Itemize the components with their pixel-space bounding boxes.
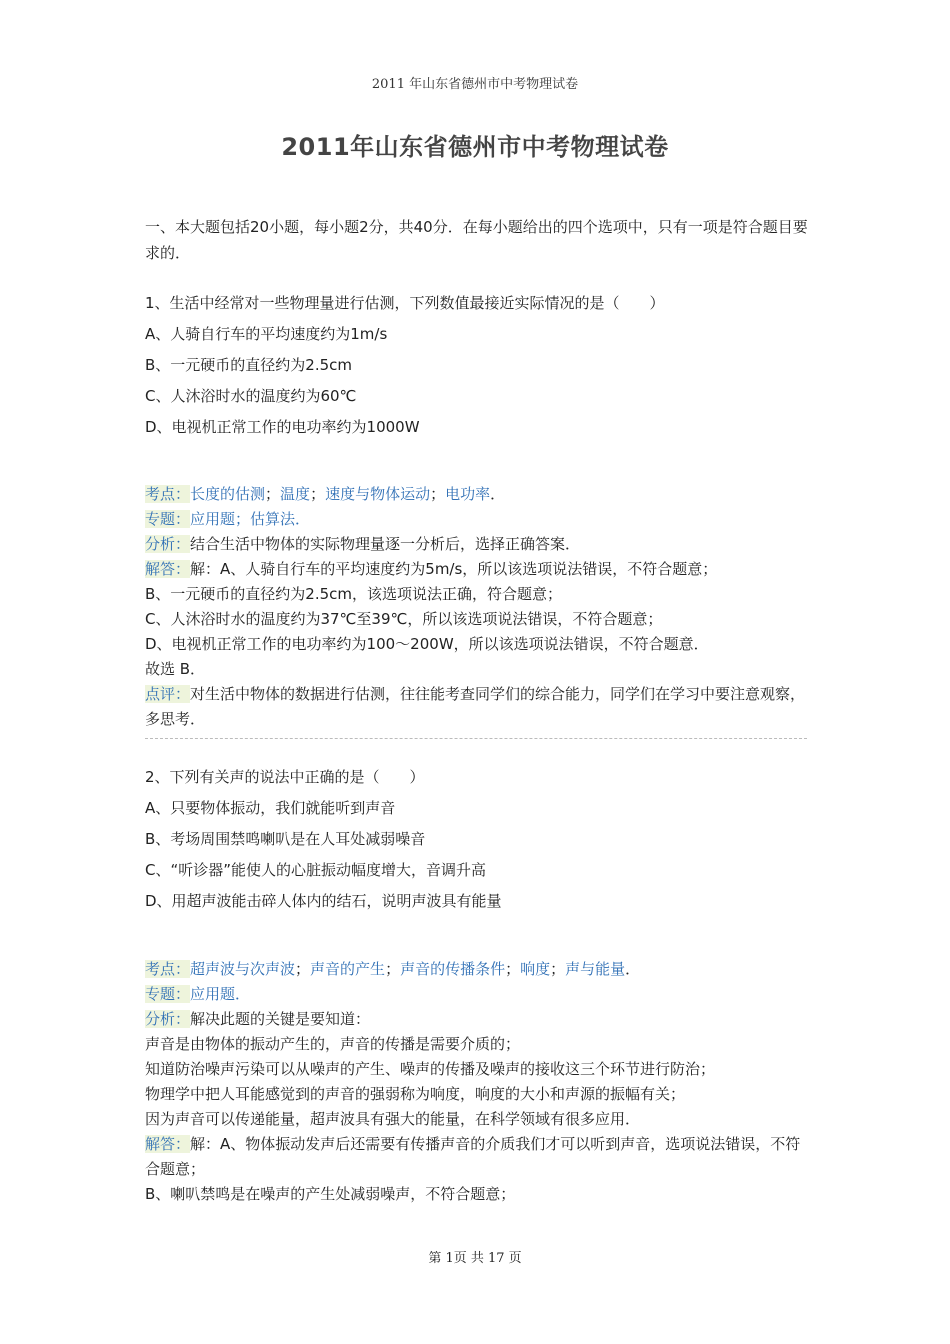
question-2 bbox=[145, 762, 810, 917]
question-stem: 1、生活中经常对一些物理量进行估测，下列数值最接近实际情况的是（ ） bbox=[145, 294, 665, 312]
analysis-line: 物理学中把人耳能感觉到的声音的强弱称为响度，响度的大小和声源的振幅有关； bbox=[145, 1085, 686, 1103]
separator: ； bbox=[310, 485, 326, 503]
question-stem: 2、下列有关声的说法中正确的是（ ） bbox=[145, 768, 425, 786]
analysis-line: 声音是由物体的振动产生的，声音的传播是需要介质的； bbox=[145, 1035, 521, 1053]
option-c: C、“听诊器”能使人的心脏振动幅度增大，音调升高 bbox=[145, 861, 487, 879]
knowledge-point-link[interactable]: 温度 bbox=[280, 485, 311, 503]
option-a: A、人骑自行车的平均速度约为1m/s bbox=[145, 325, 388, 343]
separator: ． bbox=[625, 960, 641, 978]
dianping-line bbox=[145, 682, 810, 732]
answer-line: D、电视机正常工作的电功率约为100～200W，所以该选项说法错误，不符合题意． bbox=[145, 635, 709, 653]
document-title: 2011年山东省德州市中考物理试卷 bbox=[281, 133, 669, 161]
jieda-line bbox=[145, 1132, 810, 1182]
fenxi-line bbox=[145, 1007, 810, 1032]
knowledge-point-link[interactable]: 声与能量 bbox=[565, 960, 626, 978]
kaodian-line bbox=[145, 482, 810, 507]
separator: ； bbox=[265, 485, 281, 503]
topic-text: 应用题． bbox=[190, 985, 251, 1003]
kaodian-line bbox=[145, 957, 810, 982]
fenxi-label: 分析： bbox=[145, 1010, 191, 1028]
jieda-label: 解答： bbox=[145, 1135, 191, 1153]
option-a: A、只要物体振动，我们就能听到声音 bbox=[145, 799, 396, 817]
solution-1 bbox=[145, 482, 810, 732]
analysis-text: 解决此题的关键是要知道： bbox=[190, 1010, 371, 1028]
answer-line: B、一元硬币的直径约为2.5cm，该选项说法正确，符合题意； bbox=[145, 585, 563, 603]
analysis-line: 因为声音可以传递能量，超声波具有强大的能量，在科学领域有很多应用． bbox=[145, 1110, 641, 1128]
comment-text: 对生活中物体的数据进行估测，往往能考查同学们的综合能力，同学们在学习中要注意观察，多思考． bbox=[145, 685, 806, 728]
knowledge-point-link[interactable]: 速度与物体运动 bbox=[325, 485, 431, 503]
option-b: B、一元硬币的直径约为2.5cm bbox=[145, 356, 353, 374]
kaodian-label: 考点： bbox=[145, 960, 191, 978]
option-d: D、用超声波能击碎人体内的结石，说明声波具有能量 bbox=[145, 892, 502, 910]
option-b: B、考场周围禁鸣喇叭是在人耳处减弱噪音 bbox=[145, 830, 426, 848]
jieda-line bbox=[145, 557, 810, 582]
analysis-line: 知道防治噪声污染可以从噪声的产生、噪声的传播及噪声的接收这三个环节进行防治； bbox=[145, 1060, 716, 1078]
option-c: C、人沐浴时水的温度约为60℃ bbox=[145, 387, 357, 405]
zhuanti-line bbox=[145, 982, 810, 1007]
zhuanti-label: 专题： bbox=[145, 985, 191, 1003]
separator: ； bbox=[430, 485, 446, 503]
zhuanti-label: 专题： bbox=[145, 510, 191, 528]
separator: ； bbox=[385, 960, 401, 978]
knowledge-point-link[interactable]: 超声波与次声波 bbox=[190, 960, 296, 978]
section-intro: 一、本大题包括20小题，每小题2分，共40分．在每小题给出的四个选项中，只有一项是符合题目要求的． bbox=[145, 218, 808, 262]
knowledge-point-link[interactable]: 声音的产生 bbox=[310, 960, 386, 978]
answer-text: 解：A、物体振动发声后还需要有传播声音的介质我们才可以听到声音，选项说法错误，不符合题意； bbox=[145, 1135, 801, 1178]
analysis-text: 结合生活中物体的实际物理量逐一分析后，选择正确答案． bbox=[190, 535, 581, 553]
jieda-label: 解答： bbox=[145, 560, 191, 578]
knowledge-point-link[interactable]: 声音的传播条件 bbox=[400, 960, 506, 978]
running-header: 2011 年山东省德州市中考物理试卷 bbox=[371, 77, 579, 92]
fenxi-line bbox=[145, 532, 810, 557]
answer-line: C、人沐浴时水的温度约为37℃至39℃，所以该选项说法错误，不符合题意； bbox=[145, 610, 663, 628]
answer-line: B、喇叭禁鸣是在噪声的产生处减弱噪声，不符合题意； bbox=[145, 1185, 516, 1203]
separator: ； bbox=[295, 960, 311, 978]
kaodian-label: 考点： bbox=[145, 485, 191, 503]
answer-line: 故选 B． bbox=[145, 660, 206, 678]
topic-text: 应用题；估算法． bbox=[190, 510, 311, 528]
separator: ； bbox=[550, 960, 566, 978]
knowledge-point-link[interactable]: 长度的估测 bbox=[190, 485, 266, 503]
dianping-label: 点评： bbox=[145, 685, 191, 703]
zhuanti-line bbox=[145, 507, 810, 532]
knowledge-point-link[interactable]: 响度 bbox=[520, 960, 551, 978]
page-footer: 第 1页 共 17 页 bbox=[428, 1251, 522, 1266]
question-divider bbox=[145, 738, 807, 739]
fenxi-label: 分析： bbox=[145, 535, 191, 553]
option-d: D、电视机正常工作的电功率约为1000W bbox=[145, 418, 420, 436]
knowledge-point-link[interactable]: 电功率 bbox=[445, 485, 491, 503]
separator: ． bbox=[490, 485, 506, 503]
solution-2 bbox=[145, 957, 810, 1207]
question-1 bbox=[145, 288, 810, 443]
answer-text: 解：A、人骑自行车的平均速度约为5m/s，所以该选项说法错误，不符合题意； bbox=[190, 560, 718, 578]
separator: ； bbox=[505, 960, 521, 978]
